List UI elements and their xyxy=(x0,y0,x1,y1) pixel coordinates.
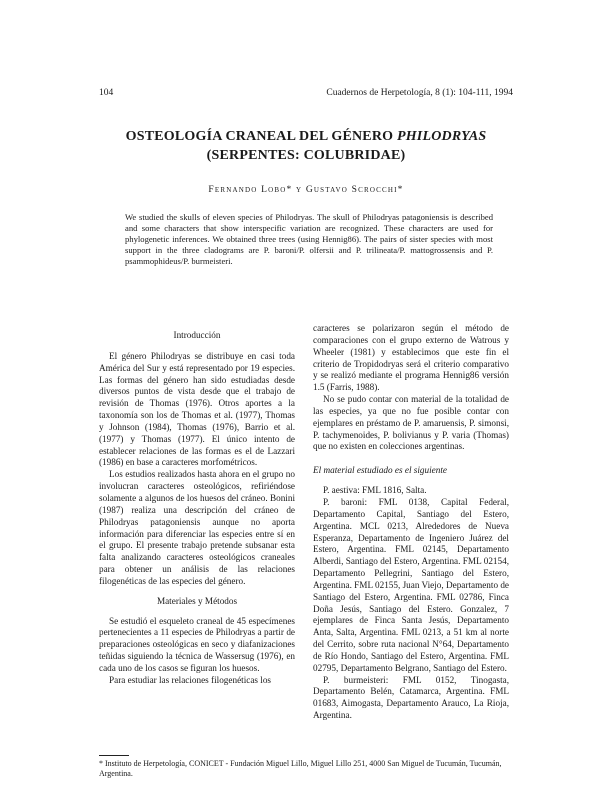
right-paragraph-2: No se pudo contar con material de la totalidad de las especies, ya que no fue posible contar con ejemplares en préstamo de P. amaruensis, P. simonsi, P. tachymenoides, P. bolivianus y P. varia (Thomas) que no existen en colecciones argentinas. xyxy=(313,394,509,452)
intro-paragraph-1: El género Philodryas se distribuye en casi toda América del Sur y está representado por 19 especies. Las formas del género han sido estudiadas desde diversos puntos de vista desde que el trabajo de revisión de Thomas (1976). Otros aportes a la taxonomía son los de Thomas et al. (1977), Thomas y Johnson (1984), Thomas (1976), Barrio et al. (1977) y Thomas (1977). El único intento de establecer relaciones de las formas es el de Lazzari (1986) en base a caracteres morfométricos. xyxy=(99,350,295,468)
title-genus: PHILODRYAS xyxy=(396,129,487,144)
specimen-entry-2: P. baroni: FML 0138, Capital Federal, Departamento Capital, Santiago del Estero, Argentina. MCL 0213, Alrededores de Nueva Esperanza, Departamento de Ingeniero Juárez del Estero, Argentina. FML 02145, Departamento Alberdi, Santiago del Estero, Argentina. FML 02154, Departamento Pellegrini, Santiago del Estero, Argentina. FML 02155, Juan Viejo, Departamento de Santiago del Estero, Argentina. FML 02786, Finca Doña Jesús, Santiago del Estero. Gonzalez, 7 ejemplares de Finca Santa Jesús, Departamento Anta, Salta, Argentina. FML 0213, a 51 km al norte del Cerrito, sobre ruta nacional N°64, Departamento de Río Hondo, Santiago del Estero, Argentina. FML 02795, Departamento Belgrano, Santiago del Estero. xyxy=(313,496,510,673)
left-column xyxy=(99,322,295,687)
footnote-rule xyxy=(99,755,129,756)
specimen-entry-3: P. burmeisteri: FML 0152, Tinogasta, Departamento Belén, Catamarca, Argentina. FML 01683, Aimogasta, Departamento Arauco, La Rioja, Argentina. xyxy=(313,674,509,721)
title-line-2: (SERPENTES: COLUBRIDAE) xyxy=(206,148,406,163)
methods-paragraph-2: Para estudiar las relaciones filogenéticas los xyxy=(109,674,271,685)
material-heading: El material estudiado es el siguiente xyxy=(313,465,447,476)
authors: Fernando Lobo* y Gustavo Scrocchi* xyxy=(208,185,404,195)
title-line-1 xyxy=(0,127,612,146)
running-head xyxy=(99,88,513,98)
article-title xyxy=(0,127,612,165)
abstract: We studied the skulls of eleven species of Philodryas. The skull of Philodryas patagoniensis is described and some characters that show interspecific variation are recognized. These characters are used for phylogenetic inferences. We obtained three trees (using Hennig86). The pairs of sister species with most support in the three cladograms are P. baroni/P. olfersii and P. trilineata/P. mattogrossensis and P. psammophideus/P. burmeisteri. xyxy=(125,212,493,266)
page-number: 104 xyxy=(99,88,114,98)
methods-heading: Materiales y Métodos xyxy=(156,595,238,606)
footnote: * Instituto de Herpetología, CONICET - Fundación Miguel Lillo, Miguel Lillo 251, 4000 San Miguel de Tucumán, Tucumán, Argentina. xyxy=(99,759,502,778)
intro-paragraph-2: Los estudios realizados hasta ahora en el grupo no involucran caracteres osteológicos, refiriéndose solamente a algunos de los huesos del cráneo. Bonini (1987) realiza una descripción del cráneo de Philodryas patagoniensis aunque no aporta información para diferenciar las especies entre sí en el grupo. El presente trabajo pretende subsanar esta falta analizando caracteres osteológicos craneales para obtener un análisis de las relaciones filogenéticas de las especies del género. xyxy=(99,469,295,586)
introduction-heading: Introducción xyxy=(173,330,221,340)
methods-paragraph-1: Se estudió el esqueleto craneal de 45 especímenes pertenecientes a 11 especies de Philodryas a partir de preparaciones osteológicas en seco y diafanizaciones teñidas siguiendo la técnica de Wassersug (1976), en cada uno de los casos se figuran los huesos. xyxy=(99,615,295,673)
journal-citation: Cuadernos de Herpetología, 8 (1): 104-111, 1994 xyxy=(326,88,513,98)
title-prefix: OSTEOLOGÍA CRANEAL DEL GÉNERO xyxy=(125,129,394,144)
right-paragraph-1: caracteres se polarizaron según el método de comparaciones con el grupo externo de Watrous y Wheeler (1981) y establecimos que este fin el criterio de Tropidodryas será el criterio comparativo y se realizó mediante el programa Hennig86 versión 1.5 (Farris, 1988). xyxy=(313,323,509,393)
specimen-entry-1: P. aestiva: FML 1816, Salta. xyxy=(323,485,427,496)
right-column xyxy=(313,323,509,722)
